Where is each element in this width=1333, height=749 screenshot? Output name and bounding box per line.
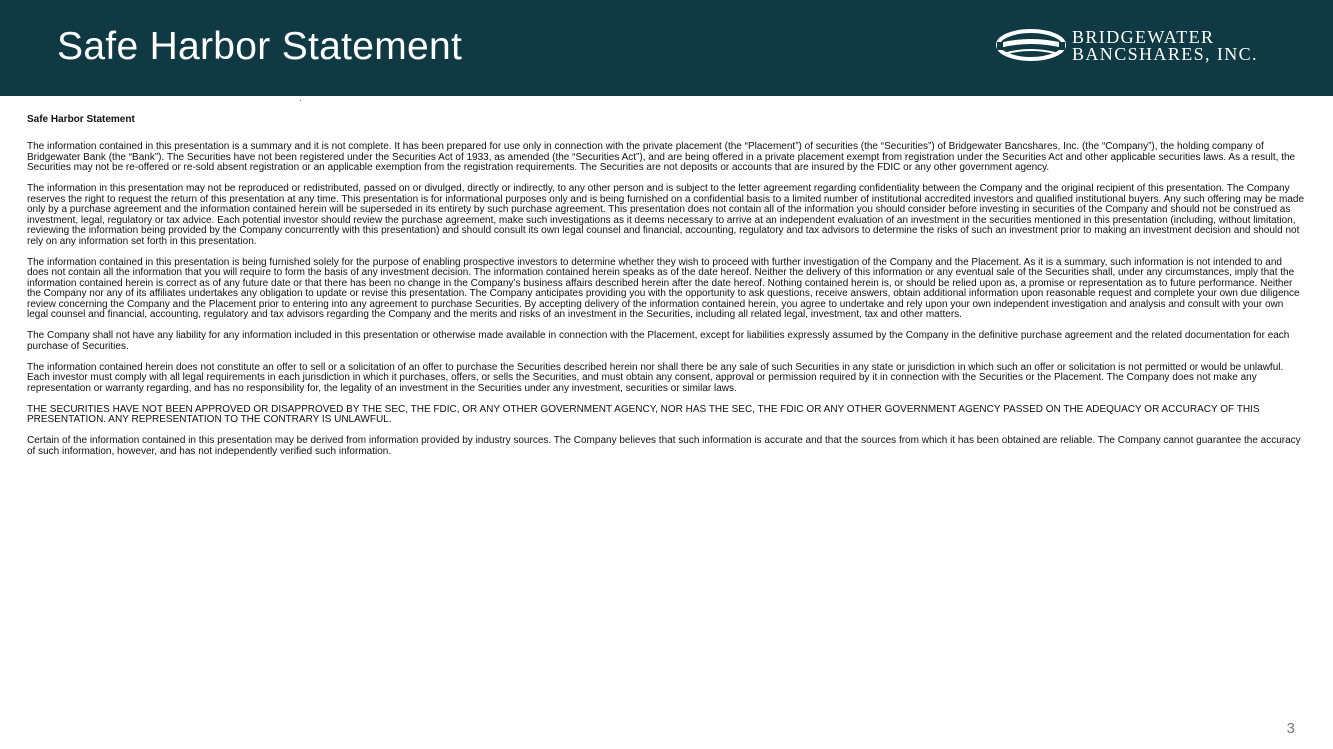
paragraph-3: The information contained in this presentation is being furnished solely for the purpose of enabling prospective investors to determine whether they wish to proceed with further investigation of the Company and the Placement. As it is a summary, such information is not intended to and does not contain all the information that you will require to form the basis of any investment decision. The information contained herein speaks as of the date hereof. Neither the delivery of this information or any eventual sale of the Securities shall, under any circumstances, imply that the information contained herein is correct as of any future date or that there has been no change in the Company’s business affairs described herein after the date hereof. Nothing contained herein is, or should be relied upon as, a promise or representation as to future performance. Neither the Company nor any of its affiliates undertakes any obligation to update or revise this presentation. The Company anticipates providing you with the opportunity to ask questions, receive answers, obtain additional information upon reasonable request and complete your own due diligence review concerning the Company and the Placement prior to entering into any agreement to purchase Securities. By accepting delivery of the information contained herein, you agree to undertake and rely upon your own independent investigation and analysis and consult with your own legal counsel and financial, accounting, regulatory and tax advisors regarding the Company and the merits and risks of an investment in the Securities, including all related legal, investment, tax and other matters. (27, 256, 1300, 320)
page-title: Safe Harbor Statement (57, 25, 463, 68)
logo-line-2: BANCSHARES, INC. (1072, 44, 1258, 64)
stray-mark (300, 100, 301, 101)
paragraph-5: The information contained herein does not constitute an offer to sell or a solicitation of an offer to purchase the Securities described herein nor shall there be any sale of such Securities in any state or jurisdiction in which such an offer or solicitation is not permitted or would be unlawful. Each investor must comply with all legal requirements in each jurisdiction in which it purchases, offers, or sells the Securities, and must obtain any consent, approval or permission required by it in connection with the Securities or the Placement. The Company does not make any representation or warranty regarding, and has no responsibility for, the legality of an investment in the Securities under any investment, securities or similar laws. (27, 361, 1284, 394)
company-logo (994, 26, 1294, 66)
paragraph-6: THE SECURITIES HAVE NOT BEEN APPROVED OR DISAPPROVED BY THE SEC, THE FDIC, OR ANY OTHER GOVERNMENT AGENCY, NOR HAS THE SEC, THE FDIC OR ANY OTHER GOVERNMENT AGENCY PASSED ON THE ADEQUACY OR ACCURACY OF THIS PRESENTATION. ANY REPRESENTATION TO THE CONTRARY IS UNLAWFUL. (27, 403, 1260, 425)
paragraph-7: Certain of the information contained in this presentation may be derived from information provided by industry sources. The Company believes that such information is accurate and that the sources from which it has been obtained are reliable. The Company cannot guarantee the accuracy of such information, however, and has not independently verified such information. (27, 435, 1301, 457)
paragraph-1: The information contained in this presentation is a summary and it is not complete. It has been prepared for use only in connection with the private placement (the “Placement”) of securities (the “Securities”) of Bridgewater Bancshares, Inc. (the “Company”), the holding company of Bridgewater Bank (the “Bank”). The Securities have not been registered under the Securities Act of 1933, as amended (the “Securities Act”), and are being offered in a private placement exempt from registration under the Securities Act and other applicable securities laws. As a result, the Securities may not be re-offered or re-sold absent registration or an applicable exemption from the registration requirements. The Securities are not deposits or accounts that are insured by the FDIC or any other government agency. (27, 141, 1296, 173)
paragraph-2: The information in this presentation may not be reproduced or redistributed, passed on or divulged, directly or indirectly, to any other person and is subject to the letter agreement regarding confidentiality between the Company and the original recipient of this presentation. The Company reserves the right to request the return of this presentation at any time. This presentation is for informational purposes only and is being furnished on a confidential basis to a limited number of institutional accredited investors and qualified institutional buyers. Any such offering may be made only by a purchase agreement and the information contained herein will be superseded in its entirety by such purchase agreement. This presentation does not contain all of the information you should consider before investing in securities of the Company and should not be construed as investment, legal, regulatory or tax advice. Each potential investor should review the purchase agreement, make such investigations as it deems necessary to arrive at an independent evaluation of an investment in the securities mentioned in this presentation (including, without limitation, reviewing the information being provided by the Company concurrently with this presentation) and should consult its own legal counsel and financial, accounting, regulatory and tax advisors to determine the risks of such an investment prior to making an investment decision and should not rely on any information set forth in this presentation. (27, 183, 1305, 247)
section-heading: Safe Harbor Statement (27, 114, 135, 125)
statement-body (27, 114, 1305, 468)
paragraph-4: The Company shall not have any liability for any information included in this presentation or otherwise made available in connection with the Placement, except for liabilities expressly assumed by the Company in the definitive purchase agreement and the related documentation for each purchase of Securities. (27, 330, 1290, 352)
bridgewater-logo-mark-icon (994, 27, 1068, 63)
page-number: 3 (1286, 720, 1295, 737)
logo-line-1: BRIDGEWATER (1072, 27, 1215, 47)
header-bar (0, 0, 1333, 96)
logo-wordmark (1072, 29, 1258, 63)
